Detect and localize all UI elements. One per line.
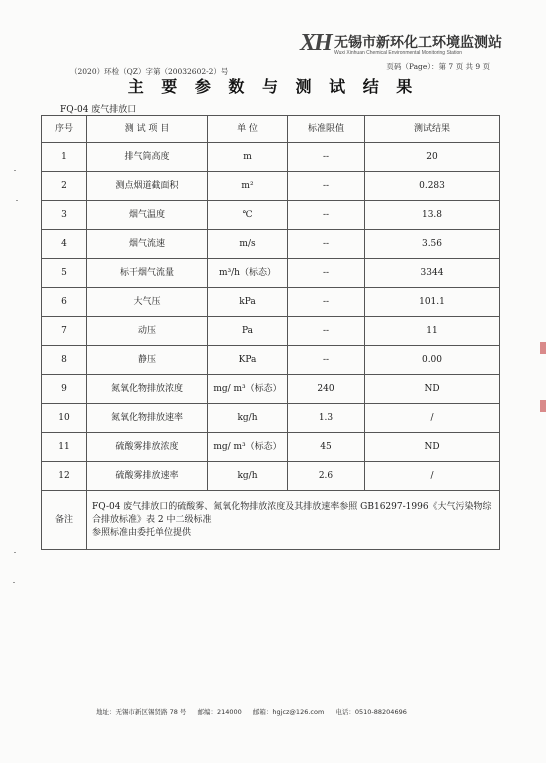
remark-row xyxy=(42,491,500,550)
row-unit: kg/h xyxy=(208,462,288,491)
row-unit: Pa xyxy=(208,317,288,346)
page-title: 主 要 参 数 与 测 试 结 果 xyxy=(127,77,419,96)
table-row xyxy=(42,288,500,317)
row-limit: -- xyxy=(288,143,365,172)
results-table xyxy=(41,115,500,550)
row-unit: mg/ m³（标态） xyxy=(208,375,288,404)
row-limit: -- xyxy=(288,201,365,230)
row-limit: 45 xyxy=(288,433,365,462)
table-header-row xyxy=(42,116,500,143)
row-unit: mg/ m³（标态） xyxy=(208,433,288,462)
row-unit: kg/h xyxy=(208,404,288,433)
footer-postcode: 邮编：214000 xyxy=(197,708,242,716)
table-row xyxy=(42,230,500,259)
row-no: 2 xyxy=(42,172,87,201)
scan-speck xyxy=(14,552,16,553)
page-info: 页码（Page）：第 7 页 共 9 页 xyxy=(386,62,490,71)
row-limit: 2.6 xyxy=(288,462,365,491)
col-header-limit: 标准限值 xyxy=(288,116,365,143)
org-name-cn: 无锡市新环化工环境监测站 xyxy=(334,34,502,50)
table-row xyxy=(42,375,500,404)
table-row xyxy=(42,346,500,375)
remark-text xyxy=(87,491,500,550)
org-name-en: Wuxi Xinhuan Chemical Environmental Monitoring Station xyxy=(334,50,463,56)
row-result: 20 xyxy=(365,143,500,172)
table-row xyxy=(42,201,500,230)
scan-speck xyxy=(13,582,15,583)
row-no: 8 xyxy=(42,346,87,375)
scan-speck xyxy=(14,170,16,171)
row-limit: -- xyxy=(288,317,365,346)
row-unit: m³/h（标态） xyxy=(208,259,288,288)
row-result: / xyxy=(365,462,500,491)
row-item: 大气压 xyxy=(87,288,208,317)
row-no: 11 xyxy=(42,433,87,462)
section-subtitle: FQ-04 废气排放口 xyxy=(60,105,137,115)
row-limit: -- xyxy=(288,230,365,259)
table-row xyxy=(42,172,500,201)
col-header-item: 测 试 项 目 xyxy=(87,116,208,143)
scan-speck xyxy=(16,200,18,201)
row-result: / xyxy=(365,404,500,433)
row-no: 4 xyxy=(42,230,87,259)
row-result: 0.00 xyxy=(365,346,500,375)
row-result: 0.283 xyxy=(365,172,500,201)
footer-phone: 电话：0510-88204696 xyxy=(335,708,407,716)
row-item: 排气筒高度 xyxy=(87,143,208,172)
row-item: 烟气温度 xyxy=(87,201,208,230)
row-result: ND xyxy=(365,375,500,404)
table-row xyxy=(42,433,500,462)
row-result: 3.56 xyxy=(365,230,500,259)
row-no: 5 xyxy=(42,259,87,288)
col-header-result: 测试结果 xyxy=(365,116,500,143)
row-item: 标干烟气流量 xyxy=(87,259,208,288)
row-result: 3344 xyxy=(365,259,500,288)
table-row xyxy=(42,259,500,288)
row-result: 13.8 xyxy=(365,201,500,230)
table-row xyxy=(42,462,500,491)
col-header-unit: 单 位 xyxy=(208,116,288,143)
row-item: 静压 xyxy=(87,346,208,375)
row-limit: -- xyxy=(288,259,365,288)
row-limit: -- xyxy=(288,346,365,375)
row-limit: 240 xyxy=(288,375,365,404)
row-item: 烟气流速 xyxy=(87,230,208,259)
row-item: 硫酸雾排放浓度 xyxy=(87,433,208,462)
row-no: 12 xyxy=(42,462,87,491)
remark-line: 参照标准由委托单位提供 xyxy=(92,527,192,538)
footer-email: 邮箱：hgjcz@126.com xyxy=(252,708,325,716)
row-unit: KPa xyxy=(208,346,288,375)
row-unit: m xyxy=(208,143,288,172)
seal-edge xyxy=(540,342,546,354)
row-result: 101.1 xyxy=(365,288,500,317)
row-unit: ℃ xyxy=(208,201,288,230)
table-row xyxy=(42,404,500,433)
row-item: 动压 xyxy=(87,317,208,346)
row-unit: m² xyxy=(208,172,288,201)
logo-mark: XH xyxy=(300,30,331,56)
footer xyxy=(96,707,416,716)
row-no: 10 xyxy=(42,404,87,433)
row-item: 测点烟道截面积 xyxy=(87,172,208,201)
seal-edge xyxy=(540,400,546,412)
row-limit: 1.3 xyxy=(288,404,365,433)
row-no: 6 xyxy=(42,288,87,317)
row-result: ND xyxy=(365,433,500,462)
row-item: 氮氧化物排放浓度 xyxy=(87,375,208,404)
footer-address: 地址：无锡市新区锡贤路 78 号 xyxy=(96,708,187,716)
table-row xyxy=(42,143,500,172)
row-no: 7 xyxy=(42,317,87,346)
row-limit: -- xyxy=(288,172,365,201)
row-no: 9 xyxy=(42,375,87,404)
row-limit: -- xyxy=(288,288,365,317)
col-header-no: 序号 xyxy=(42,116,87,143)
row-result: 11 xyxy=(365,317,500,346)
row-item: 硫酸雾排放速率 xyxy=(87,462,208,491)
row-item: 氮氧化物排放速率 xyxy=(87,404,208,433)
table-row xyxy=(42,317,500,346)
remark-line: FQ-04 废气排放口的硫酸雾、氮氧化物排放浓度及其排放速率参照 GB16297-1996《大气污染物综合排放标准》表 2 中二级标准 xyxy=(92,501,492,525)
remark-label: 备注 xyxy=(42,491,87,550)
row-no: 1 xyxy=(42,143,87,172)
report-reference: （2020）环检（QZ）字第（20032602-2）号 xyxy=(70,67,229,76)
row-no: 3 xyxy=(42,201,87,230)
row-unit: m/s xyxy=(208,230,288,259)
row-unit: kPa xyxy=(208,288,288,317)
